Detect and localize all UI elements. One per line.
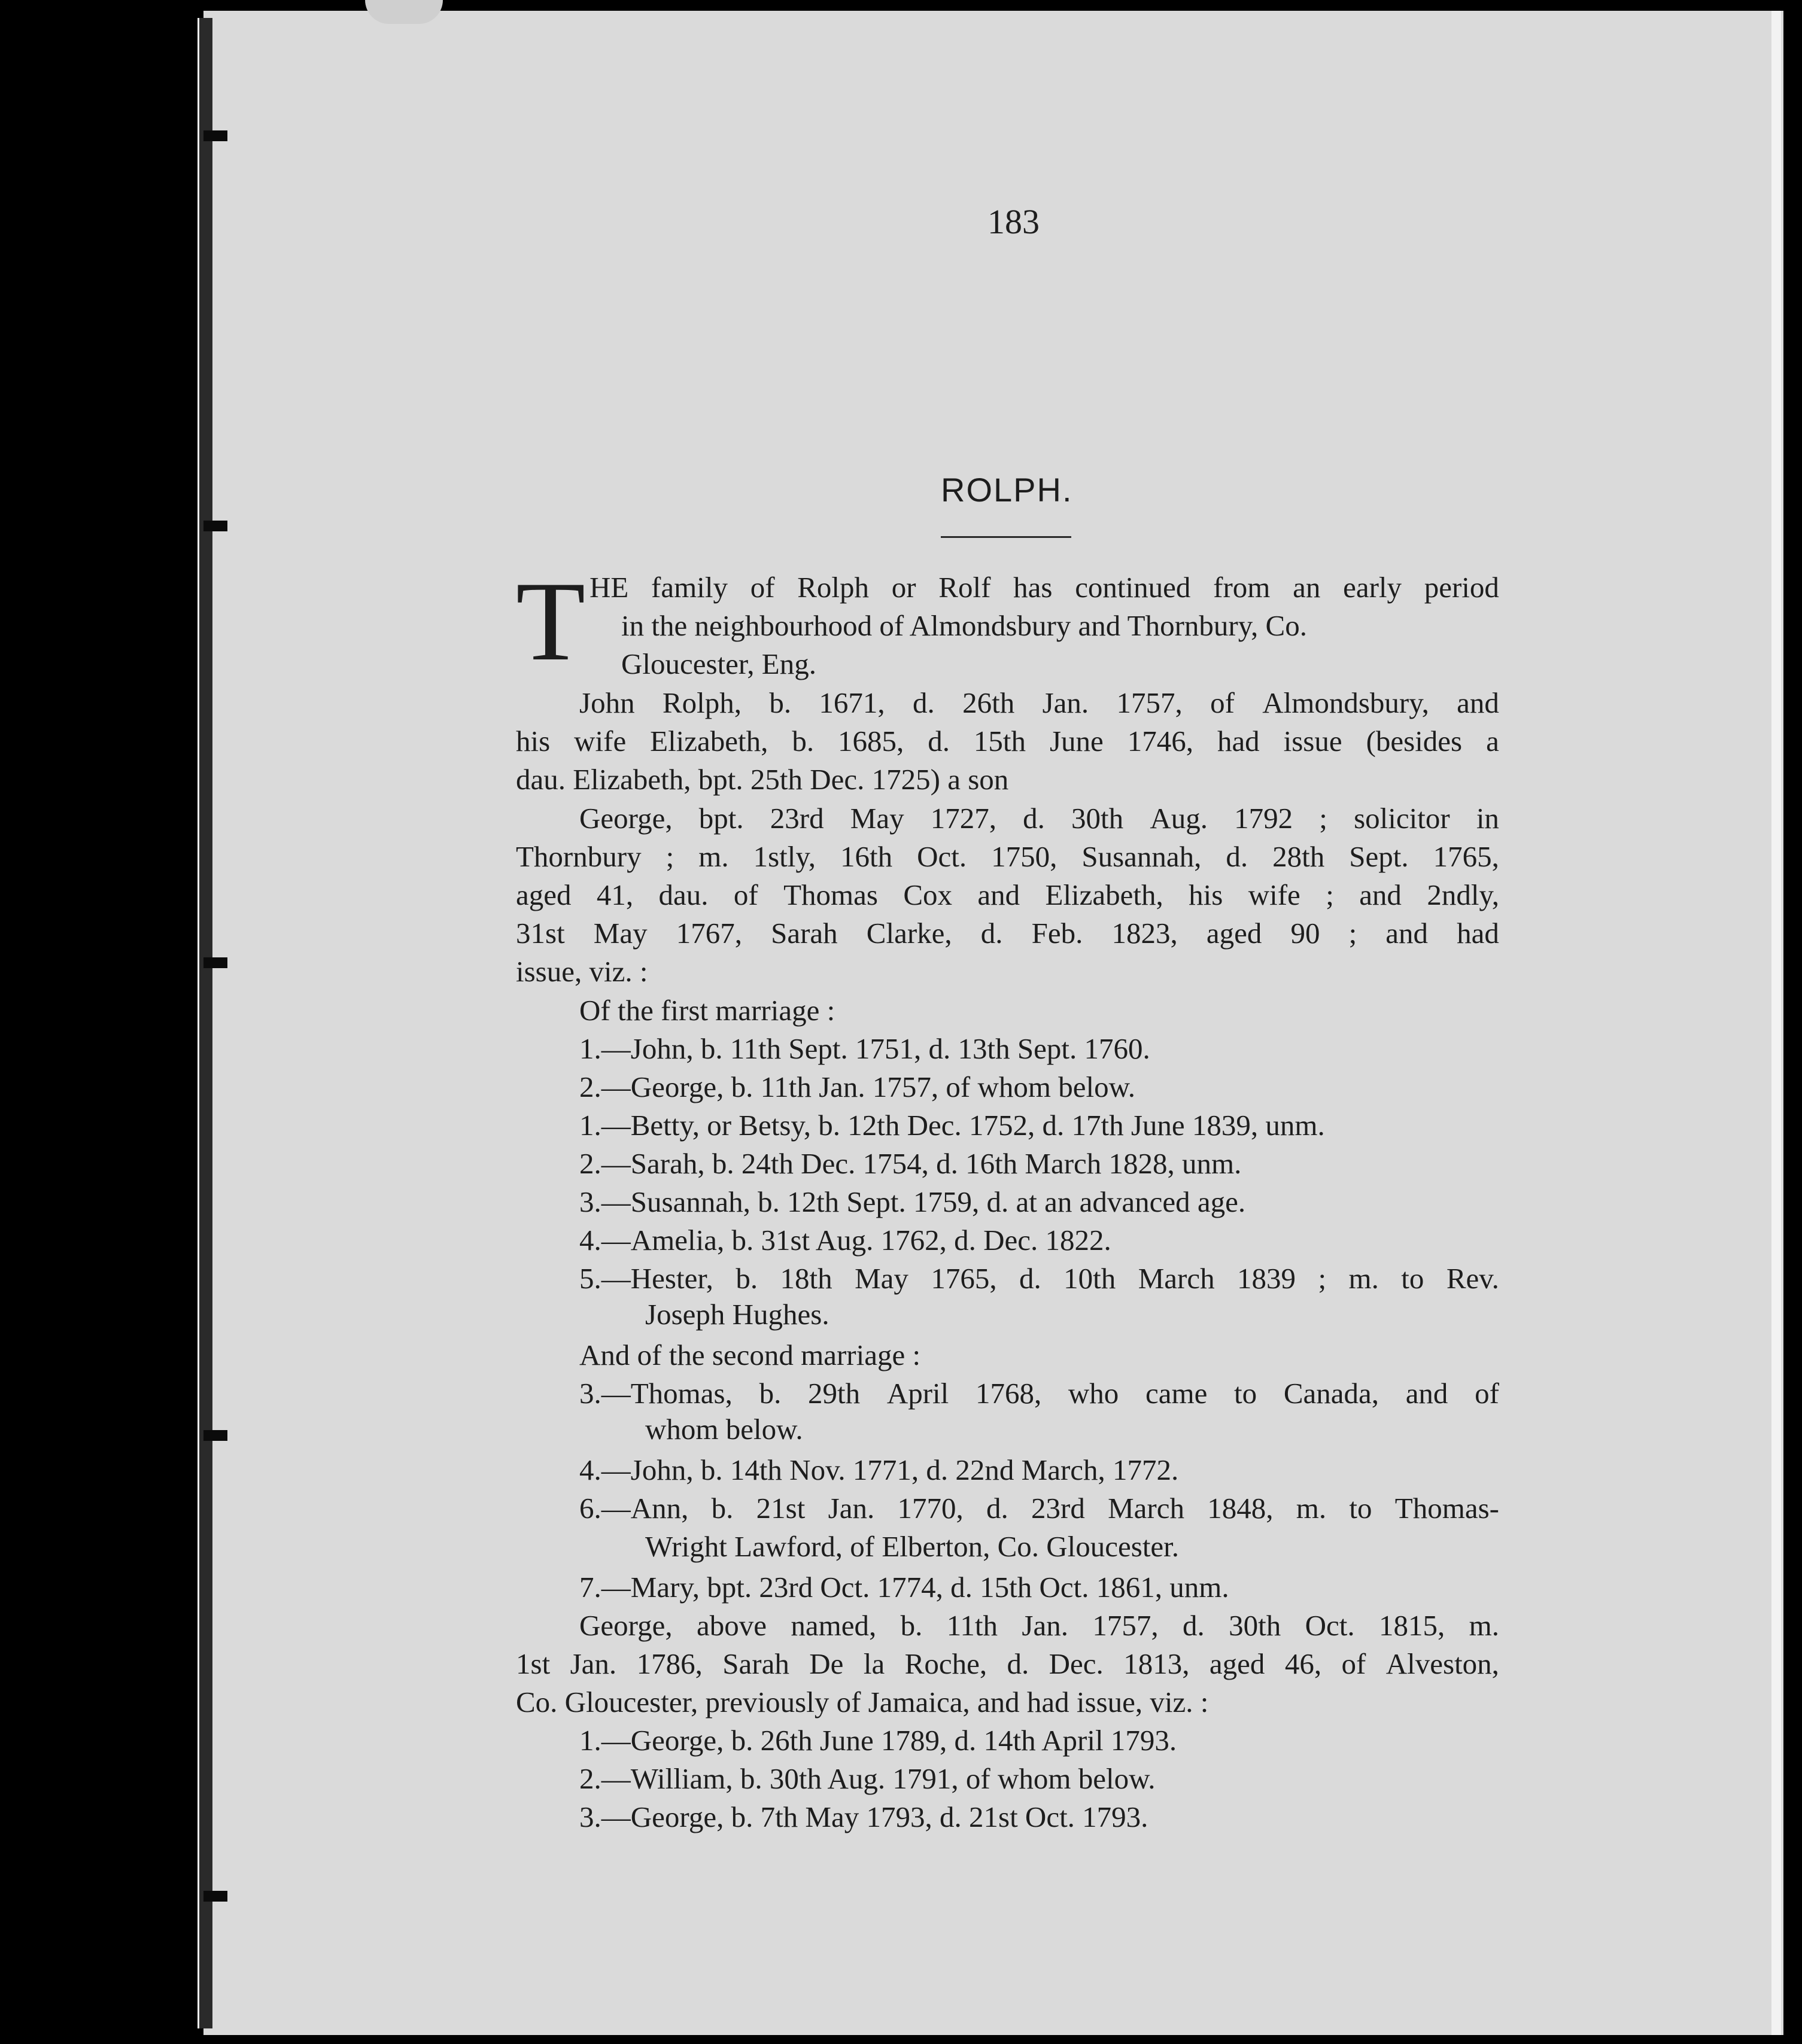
- issue-entry: 3.—Susannah, b. 12th Sept. 1759, d. at an advanced age.: [579, 1185, 1246, 1218]
- issue-entry: 2.—William, b. 30th Aug. 1791, of whom below.: [579, 1762, 1156, 1795]
- issue-entry: 1.—John, b. 11th Sept. 1751, d. 13th Sept. 1760.: [579, 1032, 1150, 1065]
- paragraph-line: issue, viz. :: [516, 955, 648, 988]
- paragraph-line: dau. Elizabeth, bpt. 25th Dec. 1725) a son: [516, 763, 1009, 796]
- issue-entry: 6.—Ann, b. 21st Jan. 1770, d. 23rd March 1848, m. to Thomas-: [579, 1492, 1499, 1525]
- issue-entry: 1.—Betty, or Betsy, b. 12th Dec. 1752, d. 17th June 1839, unm.: [579, 1109, 1325, 1142]
- issue-entry: 4.—John, b. 14th Nov. 1771, d. 22nd March, 1772.: [579, 1453, 1179, 1486]
- issue-entry: 2.—George, b. 11th Jan. 1757, of whom below.: [579, 1070, 1136, 1103]
- intro-line: Gloucester, Eng.: [621, 647, 816, 680]
- paragraph-line: Thornbury ; m. 1stly, 16th Oct. 1750, Susannah, d. 28th Sept. 1765,: [516, 840, 1499, 873]
- issue-entry-continued: whom below.: [645, 1413, 803, 1446]
- paragraph-line: Co. Gloucester, previously of Jamaica, and had issue, viz. :: [516, 1686, 1209, 1718]
- issue-entry-continued: Wright Lawford, of Elberton, Co. Gloucester.: [645, 1530, 1180, 1563]
- issue-entry: 7.—Mary, bpt. 23rd Oct. 1774, d. 15th Oct. 1861, unm.: [579, 1571, 1229, 1604]
- issue-entry: 1.—George, b. 26th June 1789, d. 14th April 1793.: [579, 1724, 1177, 1757]
- intro-line: in the neighbourhood of Almondsbury and Thornbury, Co.: [621, 609, 1307, 642]
- paragraph-line: 31st May 1767, Sarah Clarke, d. Feb. 1823, aged 90 ; and had: [516, 917, 1499, 950]
- paragraph-line: John Rolph, b. 1671, d. 26th Jan. 1757, of Almondsbury, and: [579, 686, 1499, 719]
- intro-line: HE family of Rolph or Rolf has continued from an early period: [589, 571, 1499, 604]
- paragraph-line: George, bpt. 23rd May 1727, d. 30th Aug. 1792 ; solicitor in: [579, 802, 1499, 835]
- paragraph-line: 1st Jan. 1786, Sarah De la Roche, d. Dec. 1813, aged 46, of Alveston,: [516, 1647, 1499, 1680]
- issue-entry: 4.—Amelia, b. 31st Aug. 1762, d. Dec. 1822.: [579, 1224, 1111, 1257]
- paragraph-line: George, above named, b. 11th Jan. 1757, d. 30th Oct. 1815, m.: [579, 1609, 1499, 1642]
- issue-entry: 3.—Thomas, b. 29th April 1768, who came to Canada, and of: [579, 1377, 1499, 1410]
- issue-entry: 5.—Hester, b. 18th May 1765, d. 10th March 1839 ; m. to Rev.: [579, 1262, 1499, 1295]
- issue-entry-continued: Joseph Hughes.: [645, 1298, 829, 1331]
- page-number: 183: [987, 202, 1040, 241]
- issue-entry: 3.—George, b. 7th May 1793, d. 21st Oct. 1793.: [579, 1800, 1148, 1833]
- section-heading: And of the second marriage :: [579, 1339, 921, 1371]
- paragraph-line: aged 41, dau. of Thomas Cox and Elizabeth, his wife ; and 2ndly,: [516, 878, 1499, 911]
- page-title: ROLPH.: [941, 471, 1073, 509]
- issue-entry: 2.—Sarah, b. 24th Dec. 1754, d. 16th March 1828, unm.: [579, 1147, 1242, 1180]
- paragraph-line: his wife Elizabeth, b. 1685, d. 15th June 1746, had issue (besides a: [516, 725, 1499, 758]
- section-heading: Of the first marriage :: [579, 994, 835, 1027]
- drop-cap: T: [516, 559, 586, 685]
